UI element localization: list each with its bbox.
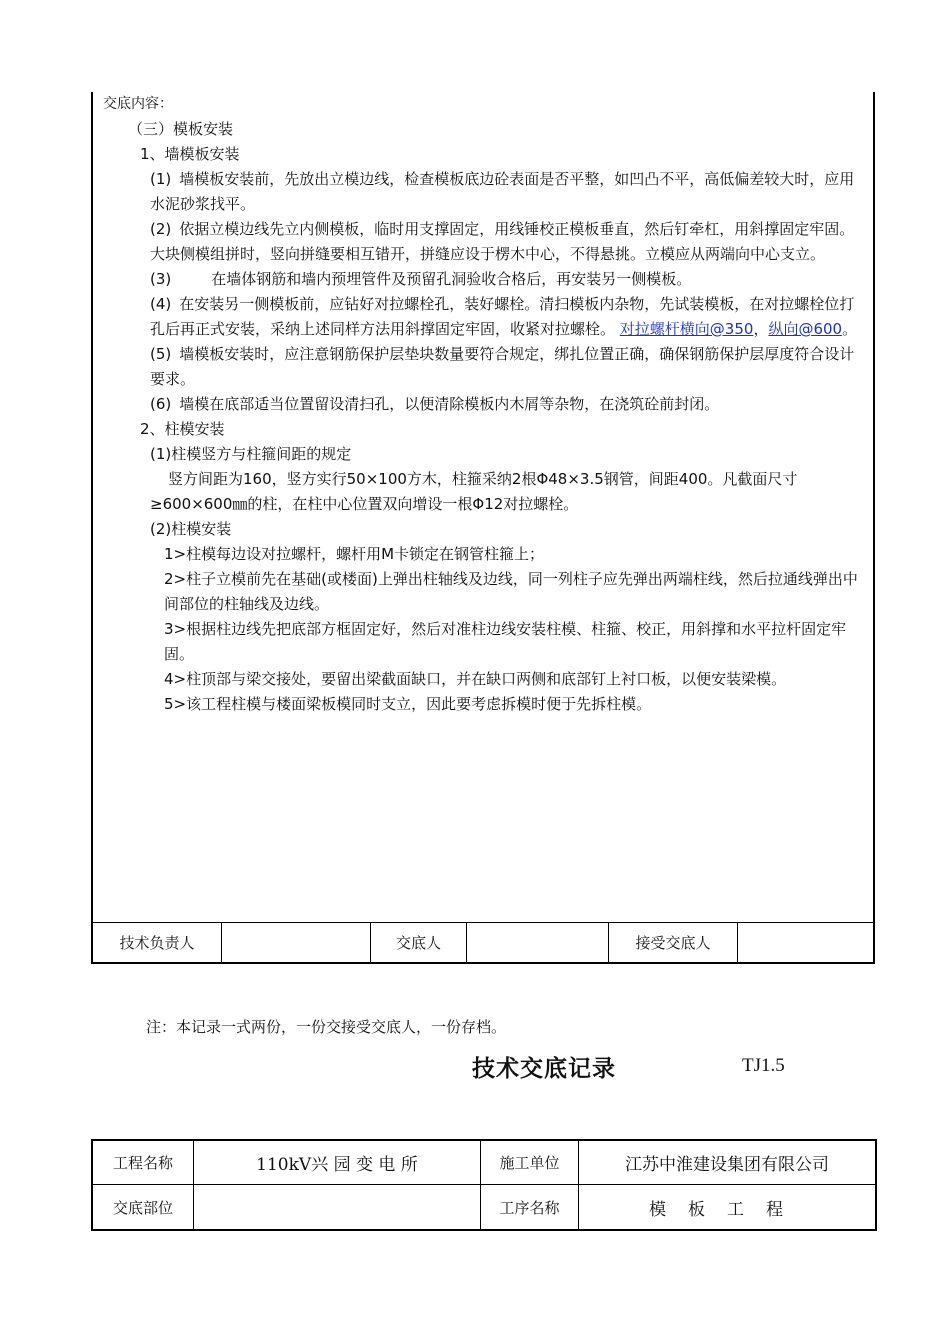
column-step-5: 5>该工程柱模与楼面梁板模同时支立，因此要考虑拆模时便于先拆柱模。 [164, 695, 652, 713]
receiver-field[interactable] [738, 922, 873, 962]
content-label: 交底内容： [103, 96, 173, 112]
location-field[interactable] [194, 1185, 481, 1229]
contractor-label: 施工单位 [481, 1141, 579, 1185]
wall-item-4: (4) 在安装另一侧模板前，应钻好对拉螺栓孔，装好螺栓。清扫模板内杂物，先试装模板，在对拉螺栓位打孔后再正式安装，采纳上述同样方法用斜撑固定牢固，收紧对拉螺栓。 对拉螺杆横向@350，纵向@600。 [150, 295, 858, 338]
wall-item-5: (5) 墙模板安装时，应注意钢筋保护层垫块数量要符合规定，绑扎位置正确，确保钢筋保护层厚度符合设计要求。 [150, 345, 855, 388]
vertical-spacing-link[interactable]: 纵向@600 [768, 320, 843, 338]
disclosure-content-box [91, 92, 875, 964]
wall-item-2: (2) 依据立模边线先立内侧模板，临时用支撑固定，用线锤校正模板垂直，然后钉牵杠，用斜撑固定牢固。大块侧模组拼时，竖向拼缝要相互错开，拼缝应设于楞木中心，不得悬挑。立模应从两端向中心支立。 [150, 220, 855, 263]
tech-lead-label: 技术负责人 [93, 922, 222, 962]
project-info-table [91, 1139, 877, 1231]
column-step-3: 3>根据柱边线先把底部方框固定好，然后对准柱边线安装柱模、柱箍、校正，用斜撑和水平拉杆固定牢固。 [164, 620, 847, 663]
contractor-value: 江苏中淮建设集团有限公司 [579, 1141, 875, 1185]
project-name-value: 110kV兴 园 变 电 所 [194, 1141, 481, 1185]
content-area [93, 92, 873, 923]
record-note: 注：本记录一式两份，一份交接受交底人，一份存档。 [146, 1018, 507, 1036]
project-name-label: 工程名称 [93, 1141, 194, 1185]
column-sub1-text: 竖方间距为160，竖方实行50×100方木，柱箍采纳2根Φ48×3.5钢管，间距400。凡截面尺寸≥600×600㎜的柱，在柱中心位置双向增设一根Φ12对拉螺栓。 [150, 470, 798, 513]
section-title: （三）模板安装 [128, 120, 234, 138]
process-label: 工序名称 [481, 1185, 579, 1229]
wall-item-6: (6) 墙模在底部适当位置留设清扫孔，以便清除模板内木屑等杂物，在浇筑砼前封闭。 [150, 395, 720, 413]
record-code: TJ1.5 [742, 1055, 785, 1076]
presenter-field[interactable] [467, 922, 609, 962]
column-step-1: 1>柱模每边设对拉螺杆，螺杆用M卡锁定在钢管柱箍上； [164, 545, 545, 563]
horizontal-spacing-link[interactable]: 对拉螺杆横向@350 [619, 320, 754, 338]
column-title: 2、柱模安装 [140, 420, 225, 438]
column-sub2-title: (2)柱模安装 [150, 520, 232, 538]
record-title: 技术交底记录 [472, 1056, 616, 1082]
signature-row [93, 922, 873, 962]
column-step-4: 4>柱顶部与梁交接处，要留出梁截面缺口，并在缺口两侧和底部钉上衬口板，以便安装梁模。 [164, 670, 787, 688]
wall-item-1: (1) 墙模板安装前，先放出立模边线，检查模板底边砼表面是否平整，如凹凸不平，高低偏差较大时，应用水泥砂浆找平。 [150, 170, 855, 213]
column-sub1-title: (1)柱模竖方与柱箍间距的规定 [150, 445, 352, 463]
presenter-label: 交底人 [371, 922, 467, 962]
wall-item-3: (3) 在墙体钢筋和墙内预埋管件及预留孔洞验收合格后，再安装另一侧模板。 [150, 270, 692, 288]
column-step-2: 2>柱子立模前先在基础(或楼面)上弹出柱轴线及边线，同一列柱子应先弹出两端柱线，然后拉通线弹出中间部位的柱轴线及边线。 [164, 570, 858, 613]
wall-title: 1、墙模板安装 [140, 145, 240, 163]
process-value: 模板工程 [649, 1199, 805, 1220]
receiver-label: 接受交底人 [609, 922, 738, 962]
location-label: 交底部位 [93, 1185, 194, 1229]
tech-lead-field[interactable] [222, 922, 371, 962]
